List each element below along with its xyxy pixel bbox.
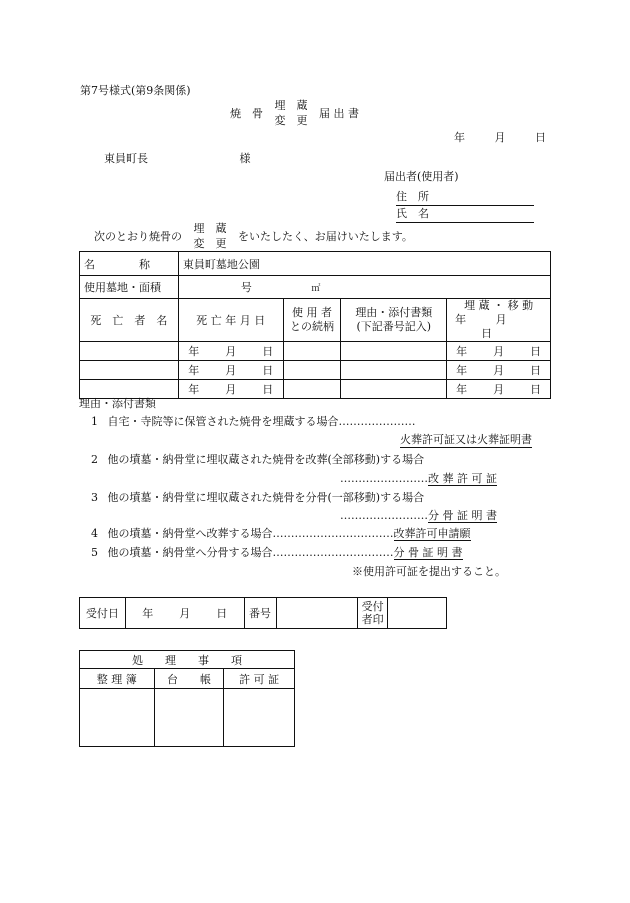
row-deceased[interactable] xyxy=(80,361,179,380)
reason-item-2 xyxy=(91,451,424,467)
title-upper: 埋 蔵 xyxy=(274,99,308,112)
reason-doc-2-line xyxy=(340,470,497,486)
reason-item-1 xyxy=(91,413,416,429)
header-move-year: 年 xyxy=(455,313,467,326)
row-relation[interactable] xyxy=(283,380,341,399)
header-reason-line2: (下記番号記入) xyxy=(356,320,432,333)
processing-table xyxy=(79,650,295,747)
row-deceased[interactable] xyxy=(80,342,179,361)
reason-dots: …………………… xyxy=(340,472,428,485)
processing-col-permit: 許 可 証 xyxy=(224,669,295,689)
row-year: 年 xyxy=(188,364,200,377)
intro-sentence xyxy=(94,221,413,251)
reason-doc-1: 火葬許可証又は火葬証明書 xyxy=(400,433,532,446)
reason-text: 他の墳墓・納骨堂に埋収蔵された焼骨を分骨(一部移動)する場合 xyxy=(107,491,425,504)
name-row xyxy=(80,252,551,276)
table-row xyxy=(80,342,551,361)
row-day: 日 xyxy=(262,345,274,358)
applicant-label: 届出者(使用者) xyxy=(384,170,459,183)
table-row xyxy=(80,361,551,380)
header-move-date xyxy=(451,313,546,341)
reception-day: 日 xyxy=(216,607,228,620)
processing-permit-field[interactable] xyxy=(224,689,295,747)
reason-doc-3: 分 骨 証 明 書 xyxy=(428,509,497,522)
row-move-date[interactable] xyxy=(447,361,551,380)
header-reason xyxy=(341,299,447,342)
header-relation-line2: との続柄 xyxy=(290,320,335,333)
title-stack xyxy=(275,98,308,128)
intro-stack xyxy=(194,221,227,251)
reason-text: 自宅・寺院等に保管された焼骨を埋蔵する場合………………… xyxy=(107,415,416,428)
plot-number-label: 号 xyxy=(240,281,252,294)
date-month: 月 xyxy=(494,131,506,144)
header-row xyxy=(80,299,551,342)
reception-seal-label xyxy=(358,598,388,629)
reason-item-4 xyxy=(91,525,471,541)
header-move-month: 月 xyxy=(495,313,507,326)
row-relation[interactable] xyxy=(283,342,341,361)
reason-num: 2 xyxy=(91,453,98,466)
processing-col-ledger: 整 理 簿 xyxy=(80,669,155,689)
name-label: 氏 名 xyxy=(396,207,429,220)
plot-area-unit: ㎡ xyxy=(311,284,321,294)
address-label: 住 所 xyxy=(396,190,429,203)
row-year: 年 xyxy=(188,345,200,358)
row-month: 月 xyxy=(225,345,237,358)
intro-after: をいたしたく、お届けいたします。 xyxy=(238,230,413,243)
row-day: 日 xyxy=(262,383,274,396)
reception-month: 月 xyxy=(179,607,191,620)
row-day: 日 xyxy=(530,345,542,358)
date-line xyxy=(454,129,546,145)
header-relation xyxy=(283,299,341,342)
reception-number-field[interactable] xyxy=(276,598,358,629)
reason-num: 3 xyxy=(91,491,98,504)
reason-doc-4: 改葬許可申請願 xyxy=(393,527,471,540)
row-year: 年 xyxy=(456,364,468,377)
row-reason[interactable] xyxy=(341,342,447,361)
row-day: 日 xyxy=(530,383,542,396)
reason-doc-2: 改 葬 許 可 証 xyxy=(428,472,497,485)
row-year: 年 xyxy=(456,345,468,358)
title-lower: 変 更 xyxy=(274,114,308,127)
name-label: 名 称 xyxy=(80,252,179,276)
reception-year: 年 xyxy=(142,607,154,620)
header-move-day: 日 xyxy=(481,327,493,340)
row-month: 月 xyxy=(493,364,505,377)
reason-text: 他の墳墓・納骨堂に埋収蔵された焼骨を改葬(全部移動)する場合 xyxy=(107,453,425,466)
row-month: 月 xyxy=(225,383,237,396)
reason-item-5 xyxy=(91,544,463,560)
reasons-note: ※使用許可証を提出すること。 xyxy=(352,565,506,578)
plot-row xyxy=(80,276,551,299)
row-move-date[interactable] xyxy=(447,380,551,399)
processing-title: 処 理 事 項 xyxy=(80,651,295,669)
row-move-date[interactable] xyxy=(447,342,551,361)
row-day: 日 xyxy=(262,364,274,377)
name-value: 東員町墓地公園 xyxy=(178,252,550,276)
seal-label-line1: 受付 xyxy=(361,600,384,613)
applicant-address[interactable] xyxy=(396,188,534,206)
header-deceased: 死 亡 者 名 xyxy=(80,299,179,342)
reception-table xyxy=(79,597,447,629)
reason-dots: …………………… xyxy=(340,509,428,522)
reason-item-3 xyxy=(91,489,424,505)
header-move xyxy=(447,299,551,342)
date-day: 日 xyxy=(535,131,546,144)
processing-ledger-field[interactable] xyxy=(80,689,155,747)
addressee-honorific: 様 xyxy=(239,152,251,165)
addressee xyxy=(104,150,251,166)
reason-doc-3-line xyxy=(340,507,497,523)
row-death-date[interactable] xyxy=(178,380,283,399)
reception-number-label: 番号 xyxy=(244,598,276,629)
intro-before: 次のとおり焼骨の xyxy=(94,230,182,243)
title-suffix: 届 出 書 xyxy=(319,107,359,120)
processing-register-field[interactable] xyxy=(154,689,224,747)
row-death-date[interactable] xyxy=(178,342,283,361)
row-relation[interactable] xyxy=(283,361,341,380)
reasons-heading: 理由・添付書類 xyxy=(79,397,156,410)
intro-lower: 変 更 xyxy=(193,237,227,250)
reason-doc-5: 分 骨 証 明 書 xyxy=(393,546,463,559)
form-title xyxy=(230,98,359,128)
applicant-name[interactable] xyxy=(396,205,534,223)
row-year: 年 xyxy=(456,383,468,396)
row-day: 日 xyxy=(530,364,542,377)
intro-upper: 埋 蔵 xyxy=(193,222,227,235)
header-relation-line1: 使 用 者 xyxy=(292,306,333,319)
addressee-name: 東員町長 xyxy=(104,152,148,165)
plot-value[interactable] xyxy=(178,276,550,299)
row-death-date[interactable] xyxy=(178,361,283,380)
reason-text: 他の墳墓・納骨堂へ分骨する場合…………………………… xyxy=(107,546,394,559)
reason-num: 4 xyxy=(91,527,98,540)
row-reason[interactable] xyxy=(341,361,447,380)
form-number: 第7号様式(第9条関係) xyxy=(80,84,191,97)
row-reason[interactable] xyxy=(341,380,447,399)
reception-seal-field[interactable] xyxy=(388,598,447,629)
reason-num: 1 xyxy=(91,415,98,428)
reception-date-label: 受付日 xyxy=(80,598,126,629)
row-year: 年 xyxy=(188,383,200,396)
row-month: 月 xyxy=(225,364,237,377)
date-year: 年 xyxy=(454,131,465,144)
reception-date[interactable] xyxy=(125,598,244,629)
processing-col-register: 台 帳 xyxy=(154,669,224,689)
row-month: 月 xyxy=(493,383,505,396)
header-death-date: 死 亡 年 月 日 xyxy=(178,299,283,342)
seal-label-line2: 者印 xyxy=(361,613,384,626)
row-month: 月 xyxy=(493,345,505,358)
header-reason-line1: 理由・添付書類 xyxy=(355,306,433,319)
main-table xyxy=(79,251,551,399)
header-move-line1: 埋 蔵 ・ 移 動 xyxy=(464,299,534,312)
reason-num: 5 xyxy=(91,546,98,559)
reason-text: 他の墳墓・納骨堂へ改葬する場合…………………………… xyxy=(107,527,394,540)
title-prefix: 焼 骨 xyxy=(230,107,263,120)
plot-label: 使用墓地・面積 xyxy=(80,276,179,299)
